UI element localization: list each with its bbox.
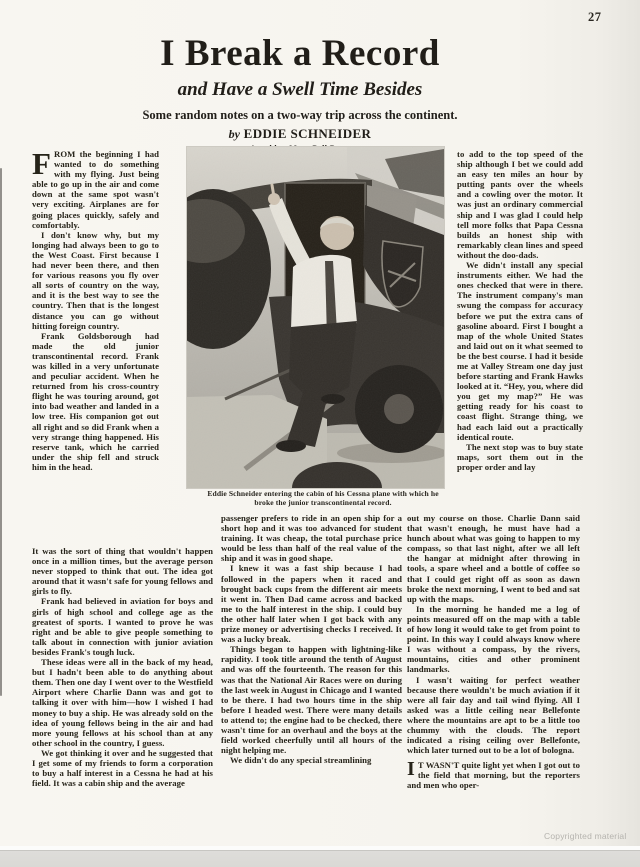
paragraph: These ideas were all in the back of my head, but I hadn't been able to do anything about them. Then one day I went over to the Westfield Airport where Charlie Dann was and got to talking it over with him—how I wished I had money to buy a ship. He was already sold on the idea of young fellows being in the air and had more young fellows at his school than at any other school in the country, I guess.	[32, 657, 213, 748]
byline-author: EDDIE SCHNEIDER	[243, 126, 372, 141]
article-byline	[20, 126, 580, 142]
paragraph: I T WASN'T quite light yet when I got out to the field that morning, but the reporters and men who oper-	[407, 758, 580, 791]
paragraph: FROM the beginning I had wanted to do something with my flying. Just being able to go up in the air and come down at the same spot wasn't very exciting. Airplanes are for going places quickly, safely and comfortably.	[32, 149, 159, 230]
paragraph: I don't know why, but my longing had always been to go to the West Coast. First because I had never been there, and then for various reasons you fly over all sorts of country on the way, and it is the best way to see the country. Then that is the longest distance you can go without hitting foreign country.	[32, 229, 159, 331]
photo-caption-line2: broke the junior transcontinental record.	[254, 498, 392, 507]
paragraph: In the morning he handed me a log of points measured off on the map with a table of how long it would take to get from point to point. In this way I could always know where I was without a compass, by the rivers, mountains, cities and other prominent landmarks.	[407, 603, 580, 675]
article-column-2	[221, 513, 402, 814]
paragraph: We didn't install any special instruments either. We had the ones checked that were in there. The instrument company's man swung the compass for accuracy before we put the extra cans of gasoline aboard. First I bought a map of the whole United States and laid out on it what seemed to be the best course. I had it beside me at Valley Stream one day just before starting and Frank Hawks looked at it. “Hey, you, where did you get my map?” He was getting ready for his coast to coast flight. Strange thing, we had each laid out a practically identical route.	[457, 260, 583, 442]
photo-caption	[164, 489, 482, 507]
paragraph: to add to the top speed of the ship although I bet we could add an easy ten miles an hour by putting pants over the wheels and a cowling over the motor. It was just an ordinary commercial ship and I was glad I could help tell more folks that Papa Cessna builds an honest ship with remarkably clean lines and speed without the doo-dads.	[457, 149, 583, 260]
photo-caption-line1: Eddie Schneider entering the cabin of his Cessna plane with which he	[207, 489, 439, 498]
paragraph: I wasn't waiting for perfect weather because there wouldn't be much aviation if it were all fair day and tail wind flying. All I asked was a little ceiling near Bellefonte where the mountains are apt to be a little too chummy with the clouds. The report indicated a rising ceiling over Bellefonte, which later turned out to be a lot of bologna.	[407, 674, 580, 756]
article-column-1-top	[32, 149, 159, 544]
page-number: 27	[588, 10, 602, 24]
paragraph: passenger prefers to ride in an open ship for a short hop and it was too advanced for student training. It was cheap, the total purchase price would be less than half of the real value of the ship and it was in good shape.	[221, 513, 402, 564]
paragraph: Frank Goldsborough had made the old junior transcontinental record. Frank was killed in a very unfortunate and peculiar accident. When he returned from his cross-country flight he was touring around, got into bad weather and landed in a low tree. His companion got out all right and so did Frank when a very strange thing happened. His reserve tank, which he carried under the ship fell and struck him in the head.	[32, 330, 159, 472]
copyright-watermark: Copyrighted material	[544, 831, 627, 841]
paragraph: We didn't do any special streamlining	[230, 755, 372, 766]
article-title: I Break a Record	[160, 33, 440, 74]
paragraph: It was the sort of thing that wouldn't happen once in a million times, but the average person never stopped to think that out. The idea got around that it wasn't safe for young fellows and girls to fly.	[32, 546, 213, 597]
article-photo	[187, 147, 444, 488]
paragraph: I knew it was a fast ship because I had followed in the papers when it raced and brought back cups from the different air meets it went in. Then Dad came across and backed me to the half interest in the ship. I could buy the other half later when I got back with any prize money or advertising checks I received. It was a lucky break.	[221, 563, 402, 645]
article-column-3-top	[457, 149, 583, 510]
article-column-1-bottom	[32, 546, 213, 814]
paragraph: We got thinking it over and he suggested that I get some of my friends to form a corporation to buy a half interest in a Cessna he had at his field. It was a cabin ship and the average	[32, 747, 213, 789]
scan-left-edge-shadow	[0, 168, 2, 696]
drop-cap-f: F	[32, 149, 51, 181]
drop-cap-i: I	[407, 758, 415, 781]
article-header	[20, 34, 580, 154]
paragraph: The next stop was to buy state maps, sort them out in the proper order and lay	[457, 441, 583, 472]
byline-by: by	[228, 127, 240, 141]
plane-photo-illustration	[187, 147, 444, 488]
article-subtitle: and Have a Swell Time Besides	[177, 79, 423, 100]
paragraph: Things began to happen with lightning-like rapidity. I took title around the tenth of August and was off the fourteenth. The reason for this was that the National Air Races were on during the last week in August in Chicago and I wanted to be there. I had two hours time in the ship before I headed west. There were many details to attend to; the engine had to be checked, there wasn't time for an overhaul and the boys at the field worked cheerfully until all hours of the night helping me.	[221, 644, 402, 756]
paragraph: Frank had believed in aviation for boys and girls of high school and college age as the greatest of sports. I wanted to prove he was right and be able to give people something to talk about in connection with junior aviation besides Frank's tough luck.	[32, 596, 213, 657]
scan-bottom-edge	[0, 846, 640, 867]
article-tagline: Some random notes on a two-way trip across the continent.	[142, 108, 458, 122]
paragraph: out my course on those. Charlie Dann said that wasn't enough, he must have had a hunch about what was going to happen to my compass, so that last night, after we all left the hangar at midnight after throwing in tools, a spare wheel and a bottle of coffee so that I could get right off as soon as dawn broke the next morning, I went to bed and sat up with the maps.	[407, 513, 580, 604]
photo-grain-overlay	[187, 147, 444, 488]
article-column-3-bottom	[407, 513, 580, 838]
